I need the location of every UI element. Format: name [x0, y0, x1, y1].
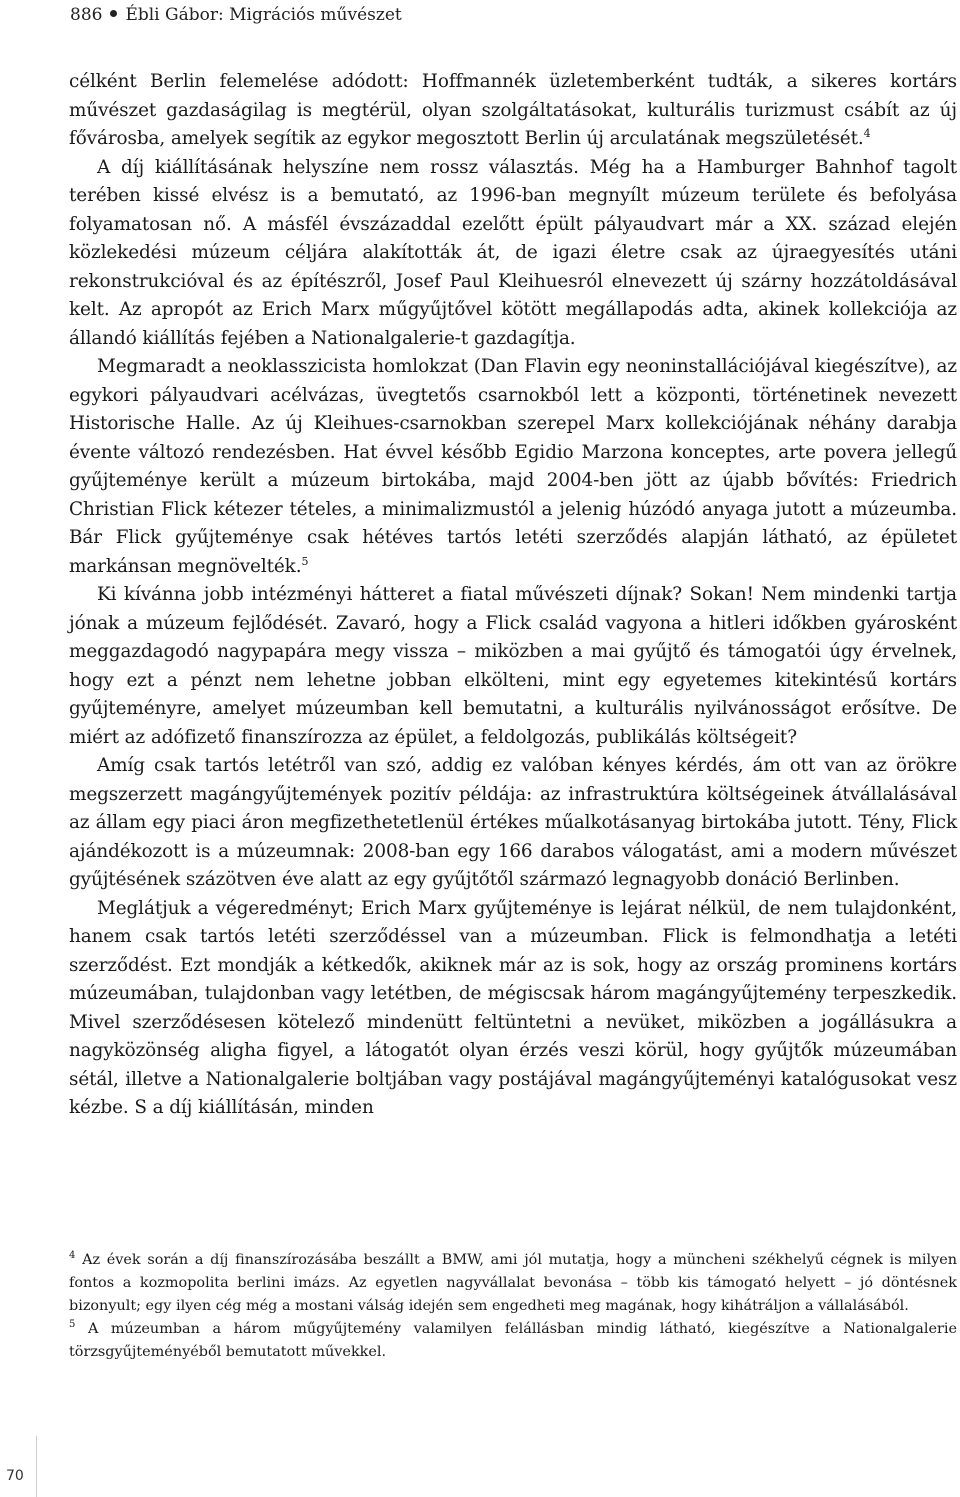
- article-body: [69, 68, 957, 1123]
- footnotes: [69, 1249, 957, 1364]
- paragraph: Meglátjuk a végeredményt; Erich Marx gyűjteménye is lejárat nélkül, de nem tulajdonként, hanem csak tartós letéti szerződéssel van a múzeumban. Flick is felmondhatja a letéti szerződést. Ezt mondják a kétkedők, akiknek már az is sok, hogy az ország prominens kortárs múzeumában, tulajdonban vagy letétben, de mégiscsak három magángyűjtemény terpeszkedik. Mivel szerződésesen kötelező mindenütt feltüntetni a nevüket, miközben a jogállásukra a nagyközönség aligha figyel, a látogatót olyan érzés veszi körül, hogy gyűjtők múzeumában sétál, illetve a Nationalgalerie boltjában vagy postájával magángyűjteményi katalógusokat vesz kézbe. S a díj kiállításán, minden: [69, 897, 957, 1118]
- footnote-ref-4[interactable]: 4: [863, 126, 871, 140]
- paragraph: Amíg csak tartós letétről van szó, addig ez valóban kényes kérdés, ám ott van az örökre megszerzett magángyűjtemények pozitív példája: az infrastruktúra költségeinek átvállalásával az állam egy piaci áron megfizethetetlenül értékes műalkotásanyag birtokába jutott. Tény, Flick ajándékozott is a múzeumnak: 2008-ban egy 166 darabos válogatást, ami a modern művészet gyűjtésének százötven éve alatt az egy gyűjtőtől származó legnagyobb donáció Berlinben.: [69, 755, 957, 890]
- paragraph: A díj kiállításának helyszíne nem rossz választás. Még ha a Hamburger Bahnhof tagolt terében kissé elvész is a bemutató, az 1996-ban megnyílt múzeum területe és befolyása folyamatosan nő. A másfél évszázaddal ezelőtt épült pályaudvart már a XX. század elején közlekedési múzeum céljára alakították át, de igazi életre csak az újraegyesítés utáni rekonstrukcióval és az építészről, Josef Paul Kleihuesról elnevezett új szárny hozzátoldásával kelt. Az apropót az Erich Marx műgyűjtővel kötött megállapodás adta, akinek kollekciója az állandó kiállítás fejében a Nationalgalerie-t gazdagítja.: [69, 156, 957, 349]
- bullet-separator: [110, 10, 117, 17]
- running-head: [70, 4, 402, 26]
- paragraph: Ki kívánna jobb intézményi hátteret a fiatal művészeti díjnak? Sokan! Nem mindenki tartja jónak a múzeum fejlődését. Zavaró, hogy a Flick család vagyona a hitleri időkben gyárosként meggazdagodó nagypapára megy vissza – miközben a mai gyűjtő és támogatói úgy érvelnek, hogy ezt a pénzt nem lehetne jobban elkölteni, mint egy egyetemes kitekintésű kortárs gyűjteményre, amelyet múzeumban kell bemutatni, a kulturális nyilvánosságot erősítve. De miért az adófizető finanszírozza az épület, a feldolgozás, publikálás költségeit?: [69, 584, 957, 748]
- paragraph: Megmaradt a neoklasszicista homlokzat (Dan Flavin egy neoninstallációjával kiegészítve), az egykori pályaudvari acélvázas, üvegtetős csarnokból lett a központi, történetinek nevezett Historische Halle. Az új Kleihues-csarnokban szerepel Marx kollekciójának néhány darabja évente változó rendezésben. Hat évvel később Egidio Marzona konceptes, arte povera jellegű gyűjteménye került a múzeum birtokába, majd 2004-ben jött az újabb bővítés: Friedrich Christian Flick kétezer tételes, a minimalizmustól a jelenig húzódó anyaga jutott a múzeumba. Bár Flick gyűjteménye csak hétéves tartós letéti szerződés alapján látható, az épületet markánsan megnövelték.$^5$: [69, 356, 957, 577]
- page-number: 886: [70, 5, 103, 25]
- paragraph: célként Berlin felemelése adódott: Hoffmannék üzletemberként tudták, a sikeres kortárs művészet gazdaságilag is megtérül, olyan szolgáltatásokat, kulturális turizmust csábít az új fővárosba, amelyek segítik az egykor megosztott Berlin új arculatának megszületését.$^4$: [69, 71, 957, 149]
- footnote-ref-5[interactable]: 5: [301, 554, 309, 568]
- footnote-5: $^5$ A múzeumban a három műgyűjtemény valamilyen felállásban mindig látható, kiegészítve a Nationalgalerie törzsgyűjteményéből bemutatott művekkel.: [69, 1319, 958, 1360]
- footnote-mark: 5: [69, 1319, 76, 1331]
- margin-folio: 70: [6, 1468, 24, 1484]
- margin-rule: [36, 1436, 37, 1497]
- footnote-4: $^4$ Az évek során a díj finanszírozásába beszállt a BMW, ami jól mutatja, hogy a müncheni székhelyű cégnek is milyen fontos a kozmopolita berlini imázs. Az egyetlen nagyvállalat bevonása – több kis támogató helyett – jó döntésnek bizonyult; egy ilyen cég még a mostani válság idején sem engedheti meg magának, hogy kihátráljon a vállalásából.: [69, 1250, 958, 1314]
- article-title: Ébli Gábor: Migrációs művészet: [125, 5, 402, 25]
- footnote-mark: 4: [69, 1250, 76, 1262]
